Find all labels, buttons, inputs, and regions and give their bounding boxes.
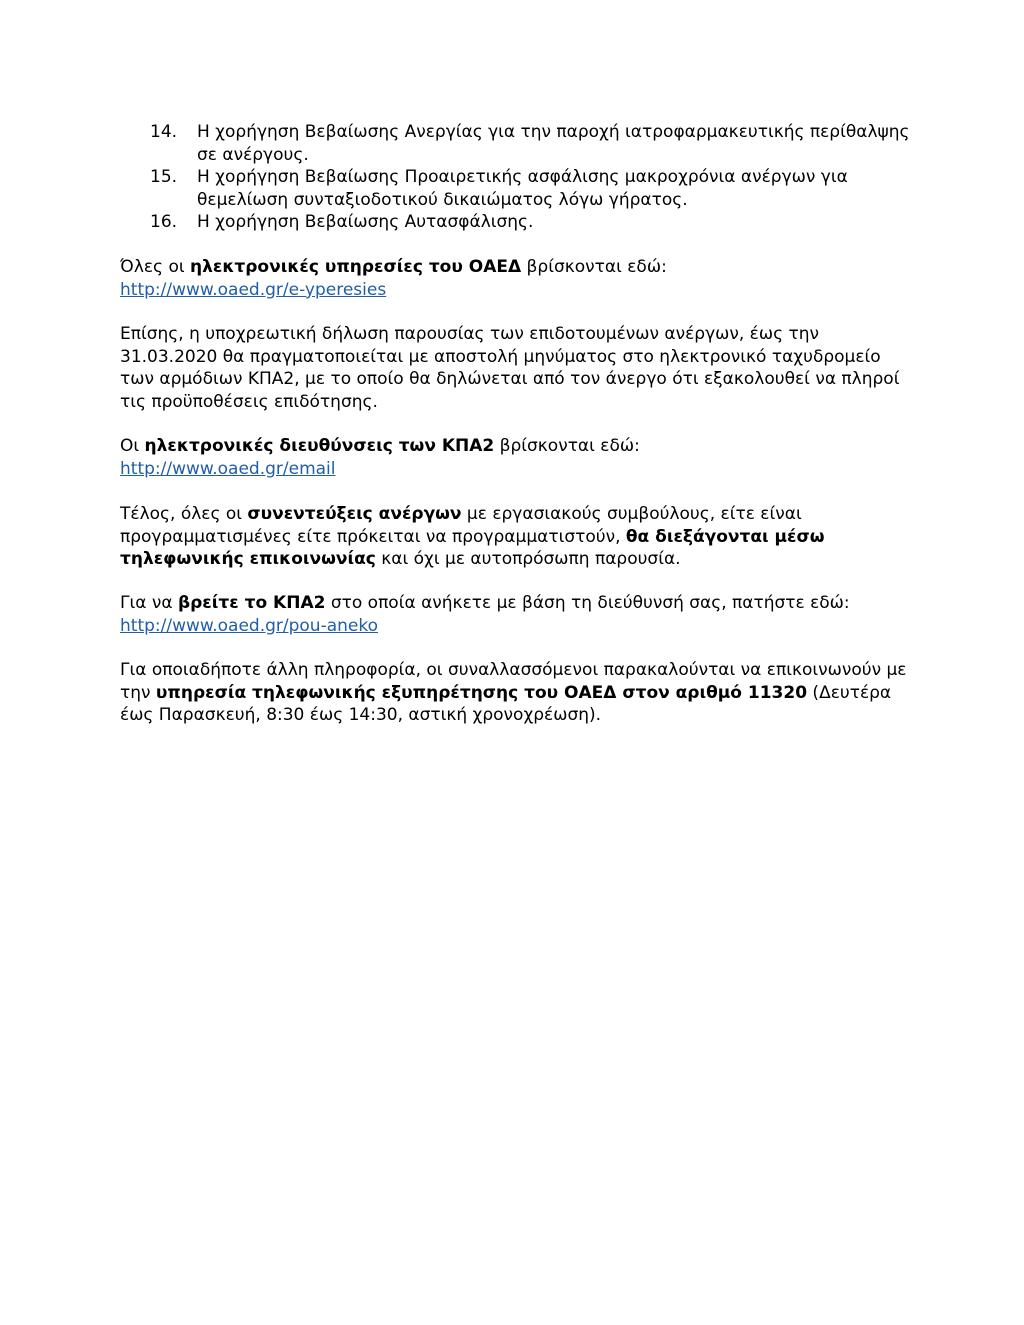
contact-paragraph — [120, 659, 920, 727]
interviews-pre: Τέλος, όλες οι — [120, 504, 248, 524]
find-kpa-link[interactable]: http://www.oaed.gr/pou-aneko — [120, 615, 379, 636]
list-item-text: Η χορήγηση Βεβαίωσης Προαιρετικής ασφάλισης μακροχρόνια ανέργων για θεμελίωση συνταξιοδοτικού δικαιώματος λόγω γήρατος. — [197, 167, 848, 210]
emails-bold: ηλεκτρονικές διευθύνσεις των ΚΠΑ2 — [144, 436, 495, 456]
list-item — [120, 121, 920, 166]
find-kpa-pre: Για να — [120, 593, 178, 613]
emails-post: βρίσκονται εδώ: — [494, 436, 640, 456]
eservices-paragraph — [120, 256, 920, 301]
list-item-number: 15. — [150, 167, 178, 187]
contact-pre: Για οποιαδήποτε άλλη πληροφορία, οι συναλλασσόμενοι παρακαλούνται να επικοινωνούν με την — [120, 660, 907, 703]
list-item — [120, 211, 920, 234]
interviews-paragraph — [120, 503, 920, 571]
interviews-bold-1: συνεντεύξεις ανέργων — [247, 504, 462, 524]
eservices-link[interactable]: http://www.oaed.gr/e-yperesies — [120, 279, 387, 300]
services-list — [120, 121, 920, 234]
list-item — [120, 166, 920, 211]
emails-pre: Οι — [120, 436, 145, 456]
interviews-bold-2: θα διεξάγονται μέσω τηλεφωνικής επικοινωνίας — [120, 526, 825, 569]
eservices-post: βρίσκονται εδώ: — [521, 257, 667, 277]
contact-bold: υπηρεσία τηλεφωνικής εξυπηρέτησης του ΟΑΕΔ στον αριθμό 11320 — [155, 682, 808, 703]
find-kpa-paragraph — [120, 592, 920, 637]
interviews-mid: με εργασιακούς συμβούλους, είτε είναι προγραμματισμένες είτε πρόκειται να προγραμματιστούν, — [120, 504, 802, 547]
list-item-text: Η χορήγηση Βεβαίωσης Αυτασφάλισης. — [197, 212, 534, 232]
contact-post: (Δευτέρα έως Παρασκευή, 8:30 έως 14:30, αστική χρονοχρέωση). — [120, 682, 892, 725]
list-item-number: 16. — [150, 212, 178, 232]
eservices-bold: ηλεκτρονικές υπηρεσίες του ΟΑΕΔ — [190, 257, 522, 277]
find-kpa-post: στο οποία ανήκετε με βάση τη διεύθυνσή σας, πατήστε εδώ: — [325, 593, 850, 613]
eservices-pre: Όλες οι — [120, 257, 191, 277]
find-kpa-bold: βρείτε το ΚΠΑ2 — [177, 593, 326, 613]
list-item-text: Η χορήγηση Βεβαίωσης Ανεργίας για την παροχή ιατροφαρμακευτικής περίθαλψης σε ανέργους. — [197, 122, 910, 165]
list-item-number: 14. — [150, 122, 178, 142]
emails-paragraph — [120, 435, 920, 480]
emails-link[interactable]: http://www.oaed.gr/email — [120, 458, 336, 479]
interviews-post: και όχι με αυτοπρόσωπη παρουσία. — [375, 549, 681, 569]
declaration-paragraph: Επίσης, η υποχρεωτική δήλωση παρουσίας των επιδοτουμένων ανέργων, έως την 31.03.2020 θα πραγματοποιείται με αποστολή μηνύματος στο ηλεκτρονικό ταχυδρομείο των αρμόδιων ΚΠΑ2, με το οποίο θα δηλώνεται από τον άνεργο ότι εξακολουθεί να πληροί τις προϋποθέσεις επιδότησης. — [120, 324, 900, 412]
